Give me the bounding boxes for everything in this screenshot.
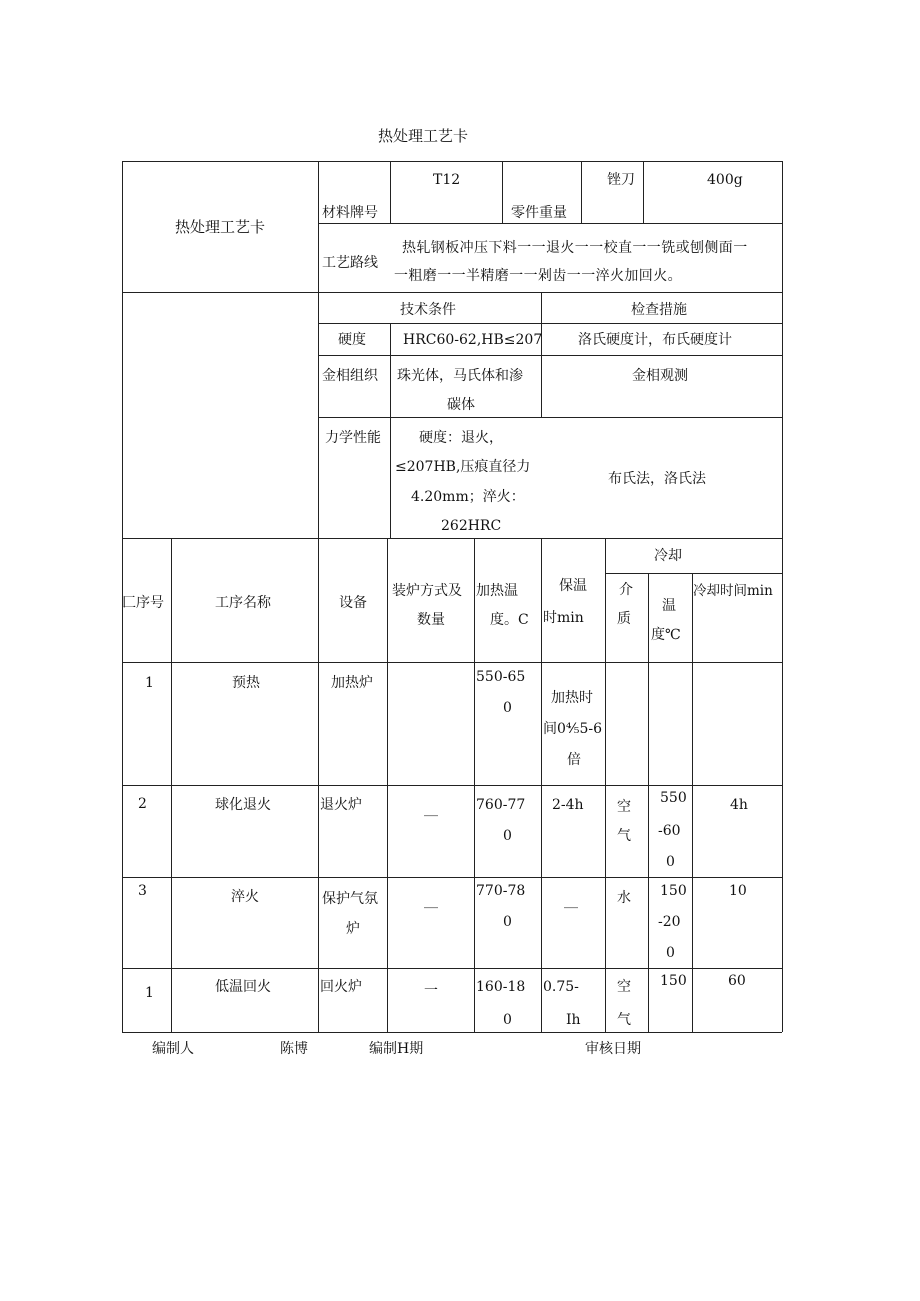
row-equipment: 回火炉 (320, 979, 362, 995)
part-weight-label: 零件重量 (511, 205, 567, 221)
row-cool-time: 60 (728, 973, 746, 989)
tech-row-condition: 碳体 (447, 397, 475, 413)
col-header-equipment: 设备 (339, 595, 367, 611)
col-header-heat-temp: 度。C (490, 612, 529, 628)
col-header-medium: 介 (619, 582, 633, 598)
card-title-cell: 热处理工艺卡 (175, 218, 266, 236)
row-medium: 气 (617, 1012, 631, 1028)
row-name: 球化退火 (215, 797, 271, 813)
row-temp: -60 (658, 823, 681, 839)
tech-row-condition: 4.20mm；淬火： (411, 489, 525, 505)
row-heat-temp: 160-18 (476, 979, 526, 995)
row-seq: 1 (145, 675, 154, 691)
col-header-hold: 时min (543, 610, 584, 626)
row-hold: Ih (566, 1012, 581, 1028)
row-name: 预热 (232, 675, 260, 691)
route-line-2: 一粗磨一一半精磨一一剁齿一一淬火加回火。 (394, 268, 682, 284)
row-temp: 150 (660, 973, 687, 989)
row-heat-temp: 0 (503, 914, 512, 930)
part-weight-value: 400g (707, 172, 743, 188)
col-header-temp: 温 (662, 598, 676, 614)
row-seq: 3 (138, 883, 147, 899)
tech-row-inspection: 洛氏硬度计，布氏硬度计 (578, 332, 732, 348)
part-name: 锉刀 (607, 172, 635, 188)
tech-conditions-header: 技术条件 (400, 302, 456, 318)
col-header-loading: 装炉方式及 (392, 583, 462, 599)
row-heat-temp: 770-78 (476, 883, 526, 899)
row-medium: 气 (617, 828, 631, 844)
row-hold: 0.75- (543, 979, 579, 995)
tech-row-name: 力学性能 (325, 430, 381, 446)
row-name: 低温回火 (215, 979, 271, 995)
row-equipment: 退火炉 (320, 797, 362, 813)
row-loading: __ (424, 893, 438, 909)
tech-row-inspection: 布氏法，洛氏法 (608, 471, 706, 487)
tech-row-condition: 262HRC (441, 518, 502, 534)
row-temp: 0 (666, 854, 675, 870)
route-label: 工艺路线 (322, 255, 378, 271)
row-heat-temp: 0 (503, 1012, 512, 1028)
row-hold: 2-4h (552, 797, 584, 813)
row-equipment: 炉 (346, 921, 360, 937)
col-header-seq: 匚序号 (122, 595, 164, 611)
row-heat-temp: 0 (503, 700, 512, 716)
col-header-hold: 保温 (559, 578, 587, 594)
row-name: 淬火 (231, 889, 259, 905)
material-label: 材料牌号 (322, 205, 378, 221)
review-date-label: 审核日期 (585, 1041, 641, 1057)
row-cool-time: 4h (730, 797, 748, 813)
col-header-name: 工序名称 (215, 595, 271, 611)
col-header-cool-time: 冷却时间min (693, 583, 773, 599)
col-header-medium: 质 (617, 611, 631, 627)
col-header-heat-temp: 加热温 (476, 583, 518, 599)
col-header-cooling: 冷却 (654, 548, 682, 564)
material-value: T12 (433, 172, 461, 188)
row-heat-temp: 0 (503, 828, 512, 844)
col-header-loading: 数量 (417, 612, 445, 628)
tech-row-inspection: 金相观测 (632, 368, 688, 384)
tech-row-condition: 珠光体，马氏体和渗 (397, 368, 523, 384)
tech-row-condition: 硬度：退火， (419, 430, 503, 446)
row-medium: 水 (617, 890, 631, 906)
row-cool-time: 10 (729, 883, 747, 899)
row-temp: -20 (658, 914, 681, 930)
row-heat-temp: 550-65 (476, 669, 526, 685)
row-loading: 一 (424, 983, 438, 999)
row-temp: 0 (666, 945, 675, 961)
row-equipment: 保护气氛 (322, 891, 378, 907)
tech-row-condition: HRC60-62,HB≤207 (403, 332, 543, 348)
row-temp: 150 (660, 883, 687, 899)
tech-row-name: 金相组织 (322, 368, 378, 384)
route-line-1: 热轧钢板冲压下料一一退火一一校直一一铣或刨侧面一 (402, 240, 748, 256)
editor-name: 陈博 (280, 1041, 308, 1057)
row-loading: __ (424, 801, 438, 817)
row-temp: 550 (660, 790, 687, 806)
editor-label: 编制人 (152, 1041, 194, 1057)
row-heat-temp: 760-77 (476, 797, 526, 813)
row-equipment: 加热炉 (331, 675, 373, 691)
row-hold: 加热时 (551, 690, 593, 706)
row-hold: 倍 (567, 752, 581, 768)
row-medium: 空 (617, 979, 631, 995)
page-title: 热处理工艺卡 (378, 127, 469, 145)
row-hold: __ (564, 893, 578, 909)
tech-row-condition: ≤207HB,压痕直径力 (395, 459, 531, 475)
col-header-temp: 度℃ (651, 627, 681, 643)
tech-row-name: 硬度 (338, 332, 366, 348)
row-hold: 间0⅘5-6 (543, 721, 603, 737)
row-seq: 1 (145, 985, 154, 1001)
inspection-header: 检查措施 (631, 302, 687, 318)
row-seq: 2 (138, 796, 147, 812)
row-medium: 空 (617, 799, 631, 815)
edit-date-label: 编制H期 (369, 1041, 424, 1057)
